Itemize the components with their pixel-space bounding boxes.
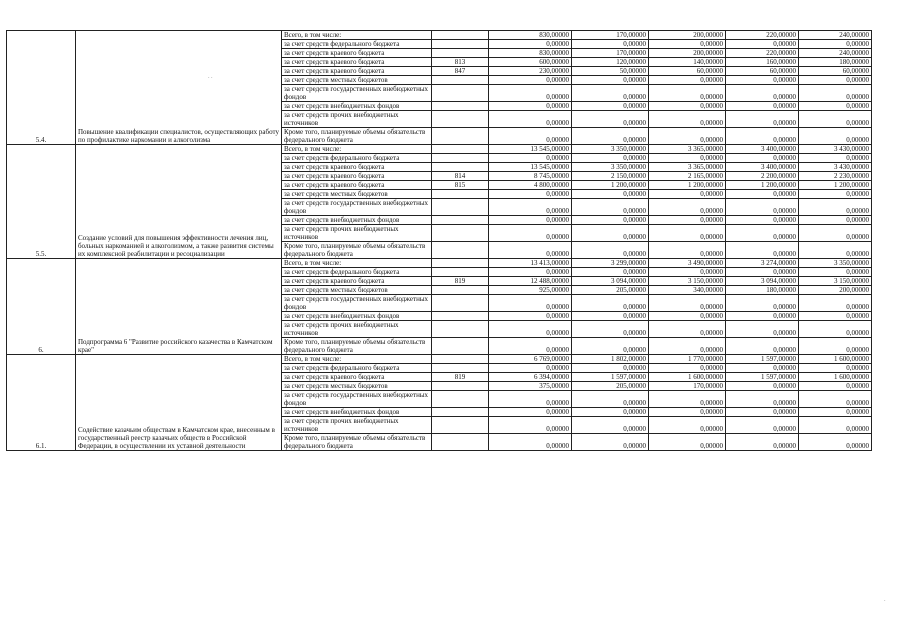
funding-source: за счет средств краевого бюджета [282, 373, 432, 382]
budget-code [432, 417, 489, 434]
amount-cell: 0,00000 [649, 391, 726, 408]
amount-cell: 0,00000 [799, 321, 872, 338]
budget-code: 819 [432, 277, 489, 286]
amount-cell: 200,00000 [649, 31, 726, 40]
budget-code [432, 76, 489, 85]
amount-cell: 13 545,00000 [489, 163, 572, 172]
amount-cell: 0,00000 [649, 321, 726, 338]
amount-cell: 0,00000 [726, 268, 799, 277]
funding-source: Кроме того, планируемые объемы обязательств федерального бюджета [282, 434, 432, 451]
amount-cell: 0,00000 [489, 242, 572, 259]
amount-cell: 2 200,00000 [726, 172, 799, 181]
amount-cell: 1 600,00000 [799, 355, 872, 364]
amount-cell: 0,00000 [726, 102, 799, 111]
amount-cell: 0,00000 [489, 76, 572, 85]
funding-source: за счет средств внебюджетных фондов [282, 408, 432, 417]
section-name: Создание условий для повышения эффективности лечения лиц, больных наркоманией и алкоголизмом, а также развития системы их комплексной реабилитации и ресоциализации [76, 145, 282, 259]
budget-code [432, 40, 489, 49]
amount-cell: 0,00000 [799, 216, 872, 225]
amount-cell: 0,00000 [799, 199, 872, 216]
amount-cell: 1 770,00000 [649, 355, 726, 364]
amount-cell: 0,00000 [726, 382, 799, 391]
amount-cell: 0,00000 [726, 225, 799, 242]
budget-code [432, 31, 489, 40]
amount-cell: 180,00000 [726, 286, 799, 295]
amount-cell: 0,00000 [572, 102, 649, 111]
amount-cell: 0,00000 [649, 417, 726, 434]
funding-source: за счет средств прочих внебюджетных источников [282, 111, 432, 128]
amount-cell: 0,00000 [489, 40, 572, 49]
amount-cell: 3 400,00000 [726, 163, 799, 172]
amount-cell: 0,00000 [726, 40, 799, 49]
amount-cell: 205,00000 [572, 382, 649, 391]
amount-cell: 50,00000 [572, 67, 649, 76]
amount-cell: 0,00000 [726, 391, 799, 408]
amount-cell: 3 094,00000 [726, 277, 799, 286]
table-row [7, 31, 872, 40]
amount-cell: 6 769,00000 [489, 355, 572, 364]
amount-cell: 0,00000 [649, 40, 726, 49]
budget-code [432, 225, 489, 242]
budget-code [432, 286, 489, 295]
section-number: 5.4. [7, 31, 76, 145]
amount-cell: 0,00000 [489, 154, 572, 163]
budget-code [432, 312, 489, 321]
amount-cell: 0,00000 [649, 434, 726, 451]
funding-source: за счет средств федерального бюджета [282, 154, 432, 163]
amount-cell: 3 490,00000 [649, 259, 726, 268]
funding-source: за счет средств государственных внебюджетных фондов [282, 85, 432, 102]
amount-cell: 0,00000 [799, 417, 872, 434]
amount-cell: 925,00000 [489, 286, 572, 295]
funding-source: за счет средств краевого бюджета [282, 67, 432, 76]
amount-cell: 0,00000 [726, 242, 799, 259]
amount-cell: 0,00000 [726, 76, 799, 85]
amount-cell: 1 200,00000 [649, 181, 726, 190]
amount-cell: 0,00000 [726, 111, 799, 128]
amount-cell: 0,00000 [726, 408, 799, 417]
funding-source: за счет средств государственных внебюджетных фондов [282, 295, 432, 312]
amount-cell: 0,00000 [726, 190, 799, 199]
amount-cell: 0,00000 [572, 321, 649, 338]
amount-cell: 0,00000 [572, 268, 649, 277]
stray-scan-mark: · · [208, 75, 213, 81]
stray-scan-mark: · [884, 598, 886, 604]
amount-cell: 0,00000 [726, 199, 799, 216]
amount-cell: 0,00000 [799, 364, 872, 373]
amount-cell: 3 299,00000 [572, 259, 649, 268]
amount-cell: 0,00000 [799, 154, 872, 163]
amount-cell: 0,00000 [649, 199, 726, 216]
table-row [7, 259, 872, 268]
amount-cell: 0,00000 [489, 364, 572, 373]
amount-cell: 0,00000 [799, 40, 872, 49]
amount-cell: 0,00000 [489, 199, 572, 216]
amount-cell: 0,00000 [726, 364, 799, 373]
amount-cell: 2 230,00000 [799, 172, 872, 181]
amount-cell: 3 150,00000 [799, 277, 872, 286]
budget-code [432, 408, 489, 417]
amount-cell: 0,00000 [572, 417, 649, 434]
amount-cell: 1 600,00000 [649, 373, 726, 382]
funding-source: за счет средств прочих внебюджетных источников [282, 225, 432, 242]
funding-source: за счет средств государственных внебюджетных фондов [282, 199, 432, 216]
amount-cell: 0,00000 [572, 85, 649, 102]
amount-cell: 0,00000 [726, 154, 799, 163]
table-row [7, 355, 872, 364]
amount-cell: 120,00000 [572, 58, 649, 67]
amount-cell: 0,00000 [489, 268, 572, 277]
budget-code: 815 [432, 181, 489, 190]
funding-source: за счет средств федерального бюджета [282, 40, 432, 49]
amount-cell: 0,00000 [649, 364, 726, 373]
budget-code [432, 49, 489, 58]
amount-cell: 0,00000 [799, 382, 872, 391]
amount-cell: 3 274,00000 [726, 259, 799, 268]
amount-cell: 12 488,00000 [489, 277, 572, 286]
budget-code [432, 111, 489, 128]
funding-source: за счет средств внебюджетных фондов [282, 312, 432, 321]
funding-source: за счет средств краевого бюджета [282, 163, 432, 172]
funding-source: за счет средств местных бюджетов [282, 286, 432, 295]
budget-code: 813 [432, 58, 489, 67]
amount-cell: 0,00000 [726, 338, 799, 355]
budget-code [432, 190, 489, 199]
amount-cell: 200,00000 [649, 49, 726, 58]
budget-code [432, 382, 489, 391]
funding-source: Всего, в том числе: [282, 145, 432, 154]
budget-code [432, 355, 489, 364]
amount-cell: 375,00000 [489, 382, 572, 391]
amount-cell: 8 745,00000 [489, 172, 572, 181]
amount-cell: 230,00000 [489, 67, 572, 76]
amount-cell: 0,00000 [489, 417, 572, 434]
amount-cell: 0,00000 [799, 312, 872, 321]
amount-cell: 240,00000 [799, 31, 872, 40]
amount-cell: 0,00000 [799, 225, 872, 242]
budget-code [432, 321, 489, 338]
amount-cell: 0,00000 [799, 295, 872, 312]
amount-cell: 3 430,00000 [799, 145, 872, 154]
amount-cell: 60,00000 [726, 67, 799, 76]
amount-cell: 0,00000 [572, 216, 649, 225]
amount-cell: 4 800,00000 [489, 181, 572, 190]
amount-cell: 0,00000 [572, 190, 649, 199]
funding-source: за счет средств федерального бюджета [282, 364, 432, 373]
amount-cell: 0,00000 [649, 268, 726, 277]
funding-source: за счет средств краевого бюджета [282, 172, 432, 181]
funding-source: за счет средств краевого бюджета [282, 181, 432, 190]
amount-cell: 0,00000 [799, 408, 872, 417]
funding-source: за счет средств государственных внебюджетных фондов [282, 391, 432, 408]
budget-table [6, 30, 872, 451]
amount-cell: 220,00000 [726, 49, 799, 58]
budget-code [432, 295, 489, 312]
amount-cell: 0,00000 [572, 434, 649, 451]
amount-cell: 0,00000 [799, 76, 872, 85]
amount-cell: 0,00000 [649, 128, 726, 145]
document-page [6, 30, 871, 451]
section-number: 6.1. [7, 355, 76, 451]
amount-cell: 6 394,00000 [489, 373, 572, 382]
amount-cell: 0,00000 [489, 190, 572, 199]
amount-cell: 0,00000 [489, 338, 572, 355]
funding-source: за счет средств местных бюджетов [282, 190, 432, 199]
funding-source: за счет средств местных бюджетов [282, 382, 432, 391]
amount-cell: 0,00000 [649, 312, 726, 321]
amount-cell: 1 200,00000 [572, 181, 649, 190]
amount-cell: 0,00000 [799, 434, 872, 451]
amount-cell: 0,00000 [649, 338, 726, 355]
amount-cell: 0,00000 [799, 190, 872, 199]
amount-cell: 0,00000 [572, 242, 649, 259]
budget-code [432, 85, 489, 102]
budget-code [432, 259, 489, 268]
funding-source: Всего, в том числе: [282, 355, 432, 364]
amount-cell: 0,00000 [572, 391, 649, 408]
funding-source: за счет средств внебюджетных фондов [282, 102, 432, 111]
budget-code [432, 102, 489, 111]
amount-cell: 0,00000 [649, 102, 726, 111]
amount-cell: 0,00000 [649, 111, 726, 128]
amount-cell: 200,00000 [799, 286, 872, 295]
amount-cell: 2 150,00000 [572, 172, 649, 181]
amount-cell: 0,00000 [649, 225, 726, 242]
amount-cell: 3 400,00000 [726, 145, 799, 154]
funding-source: за счет средств прочих внебюджетных источников [282, 321, 432, 338]
budget-code [432, 145, 489, 154]
amount-cell: 2 165,00000 [649, 172, 726, 181]
amount-cell: 0,00000 [799, 338, 872, 355]
amount-cell: 0,00000 [649, 408, 726, 417]
amount-cell: 0,00000 [489, 408, 572, 417]
amount-cell: 3 094,00000 [572, 277, 649, 286]
amount-cell: 1 200,00000 [799, 181, 872, 190]
amount-cell: 0,00000 [799, 268, 872, 277]
amount-cell: 170,00000 [572, 31, 649, 40]
budget-code [432, 242, 489, 259]
amount-cell: 0,00000 [649, 242, 726, 259]
amount-cell: 0,00000 [489, 128, 572, 145]
amount-cell: 1 597,00000 [726, 355, 799, 364]
amount-cell: 220,00000 [726, 31, 799, 40]
amount-cell: 3 365,00000 [649, 163, 726, 172]
amount-cell: 0,00000 [726, 434, 799, 451]
amount-cell: 1 802,00000 [572, 355, 649, 364]
funding-source: Всего, в том числе: [282, 31, 432, 40]
amount-cell: 0,00000 [489, 111, 572, 128]
funding-source: за счет средств местных бюджетов [282, 76, 432, 85]
amount-cell: 0,00000 [649, 154, 726, 163]
budget-code: 814 [432, 172, 489, 181]
amount-cell: 0,00000 [799, 85, 872, 102]
amount-cell: 0,00000 [726, 295, 799, 312]
amount-cell: 0,00000 [799, 111, 872, 128]
amount-cell: 0,00000 [726, 216, 799, 225]
amount-cell: 3 350,00000 [572, 145, 649, 154]
amount-cell: 0,00000 [489, 102, 572, 111]
funding-source: Всего, в том числе: [282, 259, 432, 268]
budget-code [432, 391, 489, 408]
amount-cell: 0,00000 [649, 216, 726, 225]
amount-cell: 3 365,00000 [649, 145, 726, 154]
amount-cell: 0,00000 [726, 128, 799, 145]
budget-code [432, 338, 489, 355]
budget-code: 847 [432, 67, 489, 76]
table-row [7, 145, 872, 154]
amount-cell: 830,00000 [489, 31, 572, 40]
budget-code [432, 128, 489, 145]
amount-cell: 0,00000 [799, 391, 872, 408]
amount-cell: 13 413,00000 [489, 259, 572, 268]
amount-cell: 0,00000 [572, 76, 649, 85]
amount-cell: 3 350,00000 [572, 163, 649, 172]
amount-cell: 170,00000 [572, 49, 649, 58]
section-name: Подпрограмма 6 "Развитие российского казачества в Камчатском крае" [76, 259, 282, 355]
amount-cell: 13 545,00000 [489, 145, 572, 154]
funding-source: Кроме того, планируемые объемы обязательств федерального бюджета [282, 242, 432, 259]
budget-code [432, 199, 489, 216]
amount-cell: 0,00000 [649, 190, 726, 199]
amount-cell: 0,00000 [572, 295, 649, 312]
amount-cell: 0,00000 [489, 321, 572, 338]
amount-cell: 3 430,00000 [799, 163, 872, 172]
section-number: 6. [7, 259, 76, 355]
amount-cell: 0,00000 [572, 154, 649, 163]
funding-source: за счет средств краевого бюджета [282, 49, 432, 58]
amount-cell: 60,00000 [649, 67, 726, 76]
amount-cell: 1 597,00000 [726, 373, 799, 382]
amount-cell: 0,00000 [489, 225, 572, 242]
amount-cell: 0,00000 [489, 434, 572, 451]
funding-source: Кроме того, планируемые объемы обязательств федерального бюджета [282, 128, 432, 145]
amount-cell: 0,00000 [572, 364, 649, 373]
amount-cell: 0,00000 [489, 312, 572, 321]
section-name: Повышение квалификации специалистов, осуществляющих работу по профилактике наркомании и алкоголизма [76, 31, 282, 145]
amount-cell: 240,00000 [799, 49, 872, 58]
funding-source: за счет средств федерального бюджета [282, 268, 432, 277]
amount-cell: 0,00000 [489, 295, 572, 312]
amount-cell: 0,00000 [726, 312, 799, 321]
amount-cell: 830,00000 [489, 49, 572, 58]
amount-cell: 3 150,00000 [649, 277, 726, 286]
budget-code [432, 216, 489, 225]
section-number: 5.5. [7, 145, 76, 259]
amount-cell: 0,00000 [572, 338, 649, 355]
amount-cell: 0,00000 [572, 111, 649, 128]
funding-source: за счет средств краевого бюджета [282, 58, 432, 67]
amount-cell: 0,00000 [799, 102, 872, 111]
funding-source: за счет средств краевого бюджета [282, 277, 432, 286]
funding-source: за счет средств внебюджетных фондов [282, 216, 432, 225]
amount-cell: 0,00000 [649, 76, 726, 85]
budget-code [432, 268, 489, 277]
amount-cell: 0,00000 [572, 40, 649, 49]
budget-code [432, 154, 489, 163]
amount-cell: 0,00000 [572, 408, 649, 417]
amount-cell: 0,00000 [799, 128, 872, 145]
amount-cell: 205,00000 [572, 286, 649, 295]
amount-cell: 0,00000 [489, 216, 572, 225]
amount-cell: 0,00000 [726, 321, 799, 338]
amount-cell: 1 597,00000 [572, 373, 649, 382]
amount-cell: 0,00000 [726, 417, 799, 434]
amount-cell: 170,00000 [649, 382, 726, 391]
budget-code [432, 434, 489, 451]
amount-cell: 0,00000 [489, 85, 572, 102]
amount-cell: 0,00000 [649, 85, 726, 102]
amount-cell: 600,00000 [489, 58, 572, 67]
amount-cell: 340,00000 [649, 286, 726, 295]
amount-cell: 0,00000 [572, 199, 649, 216]
amount-cell: 0,00000 [572, 225, 649, 242]
amount-cell: 3 350,00000 [799, 259, 872, 268]
amount-cell: 1 600,00000 [799, 373, 872, 382]
budget-code [432, 163, 489, 172]
amount-cell: 1 200,00000 [726, 181, 799, 190]
amount-cell: 0,00000 [572, 128, 649, 145]
amount-cell: 0,00000 [726, 85, 799, 102]
amount-cell: 140,00000 [649, 58, 726, 67]
funding-source: Кроме того, планируемые объемы обязательств федерального бюджета [282, 338, 432, 355]
amount-cell: 0,00000 [649, 295, 726, 312]
amount-cell: 180,00000 [799, 58, 872, 67]
budget-code [432, 364, 489, 373]
funding-source: за счет средств прочих внебюджетных источников [282, 417, 432, 434]
amount-cell: 0,00000 [489, 391, 572, 408]
table-body [7, 31, 872, 451]
budget-code: 819 [432, 373, 489, 382]
amount-cell: 0,00000 [799, 242, 872, 259]
amount-cell: 160,00000 [726, 58, 799, 67]
section-name: Содействие казачьим обществам в Камчатском крае, внесенным в государственный реестр казачьих обществ в Российской Федерации, в осуществлении их уставной деятельности [76, 355, 282, 451]
amount-cell: 0,00000 [572, 312, 649, 321]
amount-cell: 60,00000 [799, 67, 872, 76]
